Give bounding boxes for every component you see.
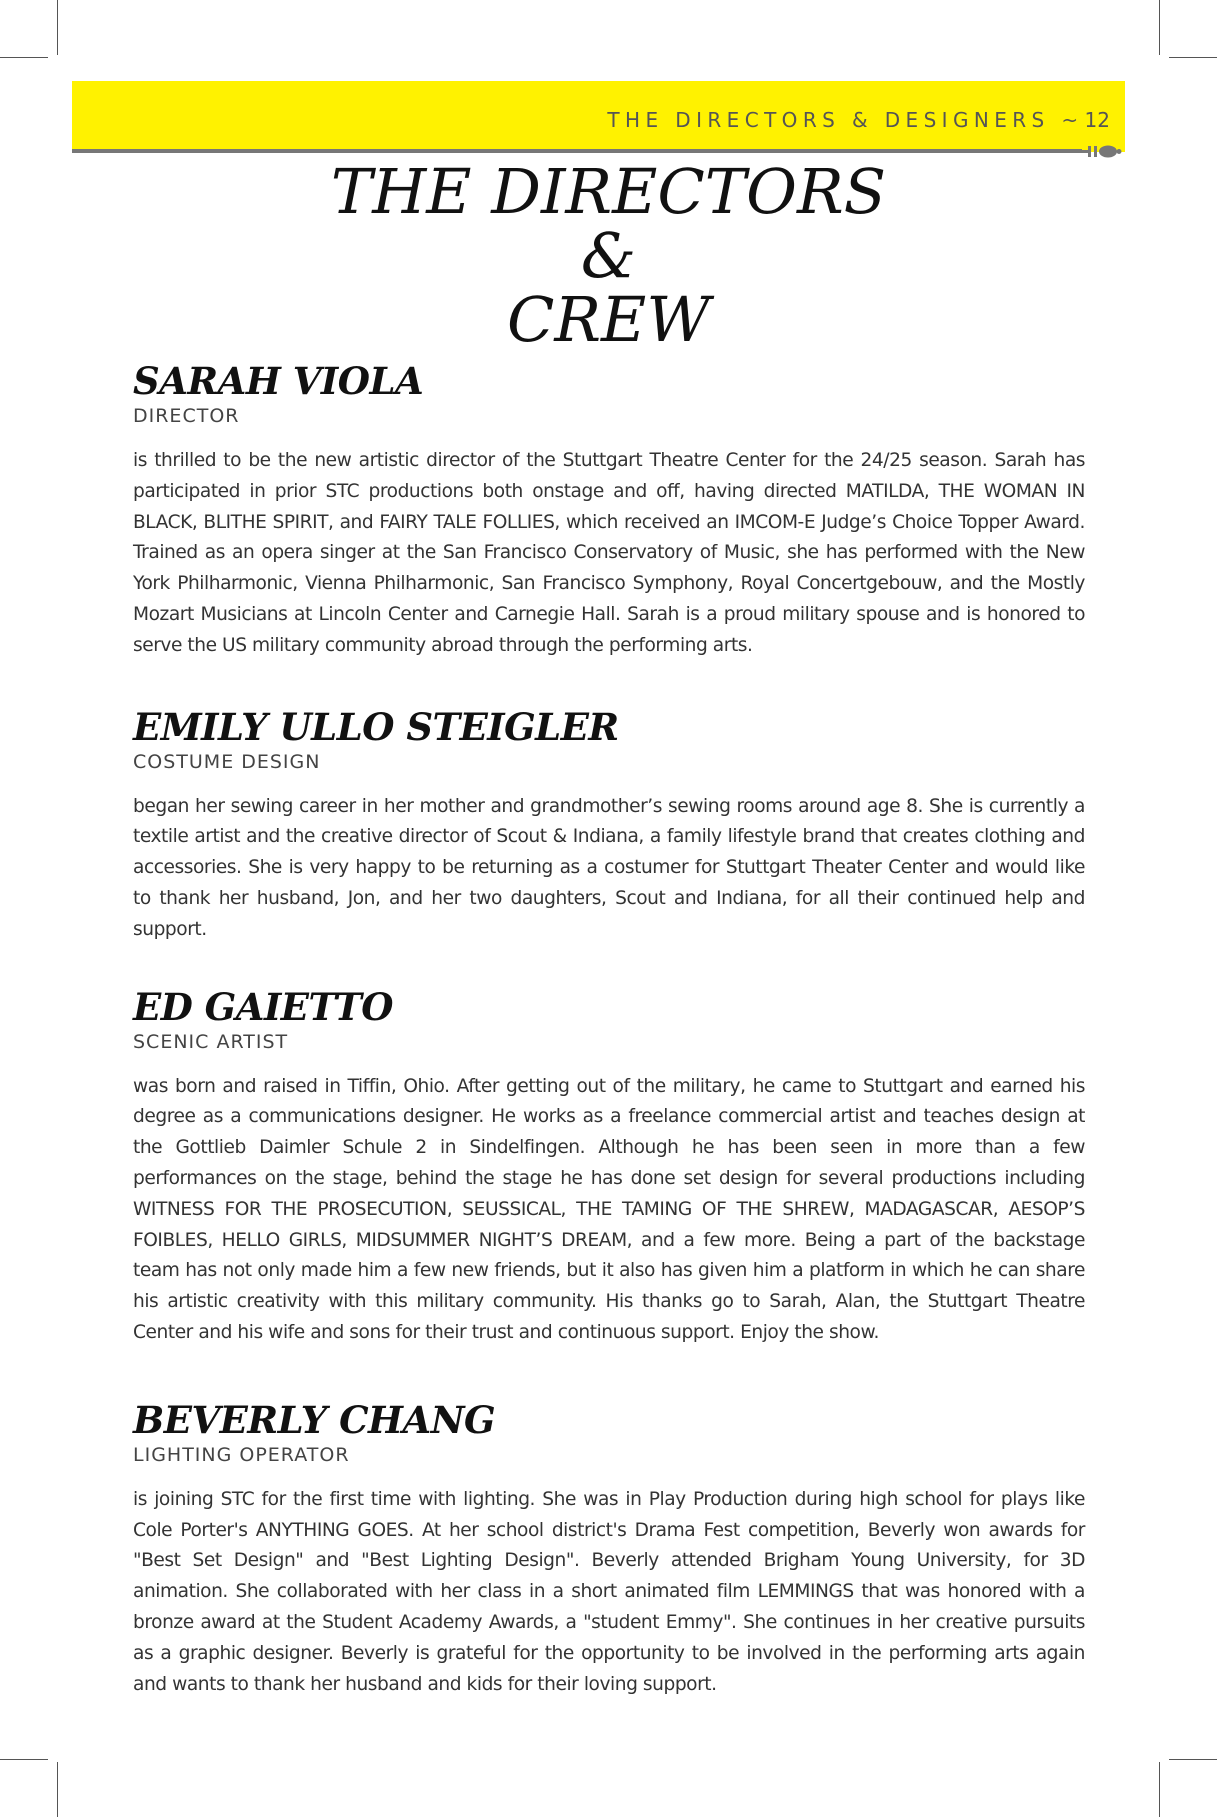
- crop-mark: [1169, 57, 1217, 58]
- crop-mark: [0, 1759, 48, 1760]
- crop-mark: [0, 57, 48, 58]
- page-title: [0, 155, 1217, 356]
- bio-list: [133, 360, 1085, 1740]
- running-header: [607, 108, 1110, 132]
- bio-entry: [133, 1399, 1085, 1701]
- person-name: ED GAIETTO: [133, 984, 393, 1029]
- crop-mark: [1169, 1759, 1217, 1760]
- person-role: DIRECTOR: [133, 405, 240, 427]
- bio-entry: [133, 706, 1085, 946]
- crop-mark: [1159, 1762, 1160, 1817]
- person-bio: is thrilled to be the new artistic director of the Stuttgart Theatre Center for the 24/25 season. Sarah has participated in prior STC productions both onstage and off, having directed MATILDA, THE WOMAN IN BLACK, BLITHE SPIRIT, and FAIRY TALE FOLLIES, which received an IMCOM-E Judge’s Choice Topper Award. Trained as an opera singer at the San Francisco Conservatory of Music, she has performed with the New York Philharmonic, Vienna Philharmonic, San Francisco Symphony, Royal Concertgebouw, and the Mostly Mozart Musicians at Lincoln Center and Carnegie Hall. Sarah is a proud military spouse and is honored to serve the US military community abroad through the performing arts.: [133, 450, 1085, 656]
- person-bio: was born and raised in Tiffin, Ohio. After getting out of the military, he came to Stuttgart and earned his degree as a communications designer. He works as a freelance commercial artist and teaches design at the Gottlieb Daimler Schule 2 in Sindelfingen. Although he has been seen in more than a few performances on the stage, behind the stage he has done set design for several productions including WITNESS FOR THE PROSECUTION, SEUSSICAL, THE TAMING OF THE SHREW, MADAGASCAR, AESOP’S FOIBLES, HELLO GIRLS, MIDSUMMER NIGHT’S DREAM, and a few more. Being a part of the backstage team has not only made him a few new friends, but it also has given him a platform in which he can share his artistic creativity with this military community. His thanks go to Sarah, Alan, the Stuttgart Theatre Center and his wife and sons for their trust and continuous support. Enjoy the show.: [133, 1075, 1085, 1343]
- person-role: LIGHTING OPERATOR: [133, 1443, 350, 1466]
- page-number: ~ 12: [1061, 108, 1110, 132]
- bio-entry: [133, 986, 1085, 1349]
- person-name: BEVERLY CHANG: [133, 1397, 496, 1442]
- page-title-line: THE DIRECTORS: [330, 155, 887, 228]
- page-title-ampersand: &: [580, 219, 637, 292]
- person-bio: is joining STC for the first time with lighting. She was in Play Production during high school for plays like Cole Porter's ANYTHING GOES. At her school district's Drama Fest competition, Beverly won awards for "Best Set Design" and "Best Lighting Design". Beverly attended Brigham Young University, for 3D animation. She collaborated with her class in a short animated film LEMMINGS that was honored with a bronze award at the Student Academy Awards, a "student Emmy". She continues in her creative pursuits as a graphic designer. Beverly is grateful for the opportunity to be involved in the performing arts again and wants to thank her husband and kids for their loving support.: [133, 1488, 1085, 1695]
- person-name: EMILY ULLO STEIGLER: [133, 704, 619, 749]
- person-role: COSTUME DESIGN: [133, 750, 321, 773]
- person-bio: began her sewing career in her mother and grandmother’s sewing rooms around age 8. She is currently a textile artist and the creative director of Scout & Indiana, a family lifestyle brand that creates clothing and accessories. She is very happy to be returning as a costumer for Stuttgart Theater Center and would like to thank her husband, Jon, and her two daughters, Scout and Indiana, for all their continued help and support.: [133, 795, 1085, 940]
- person-name: SARAH VIOLA: [133, 359, 424, 403]
- person-role: SCENIC ARTIST: [133, 1030, 289, 1053]
- page-title-line: CREW: [506, 283, 711, 356]
- crop-mark: [1159, 0, 1160, 55]
- finial-ornament-icon: [1076, 143, 1124, 161]
- crop-mark: [57, 1762, 58, 1817]
- bio-entry: [133, 360, 1085, 662]
- header-section-title: THE DIRECTORS & DESIGNERS: [607, 108, 1050, 132]
- header-rule: [72, 149, 1082, 153]
- crop-mark: [57, 0, 58, 55]
